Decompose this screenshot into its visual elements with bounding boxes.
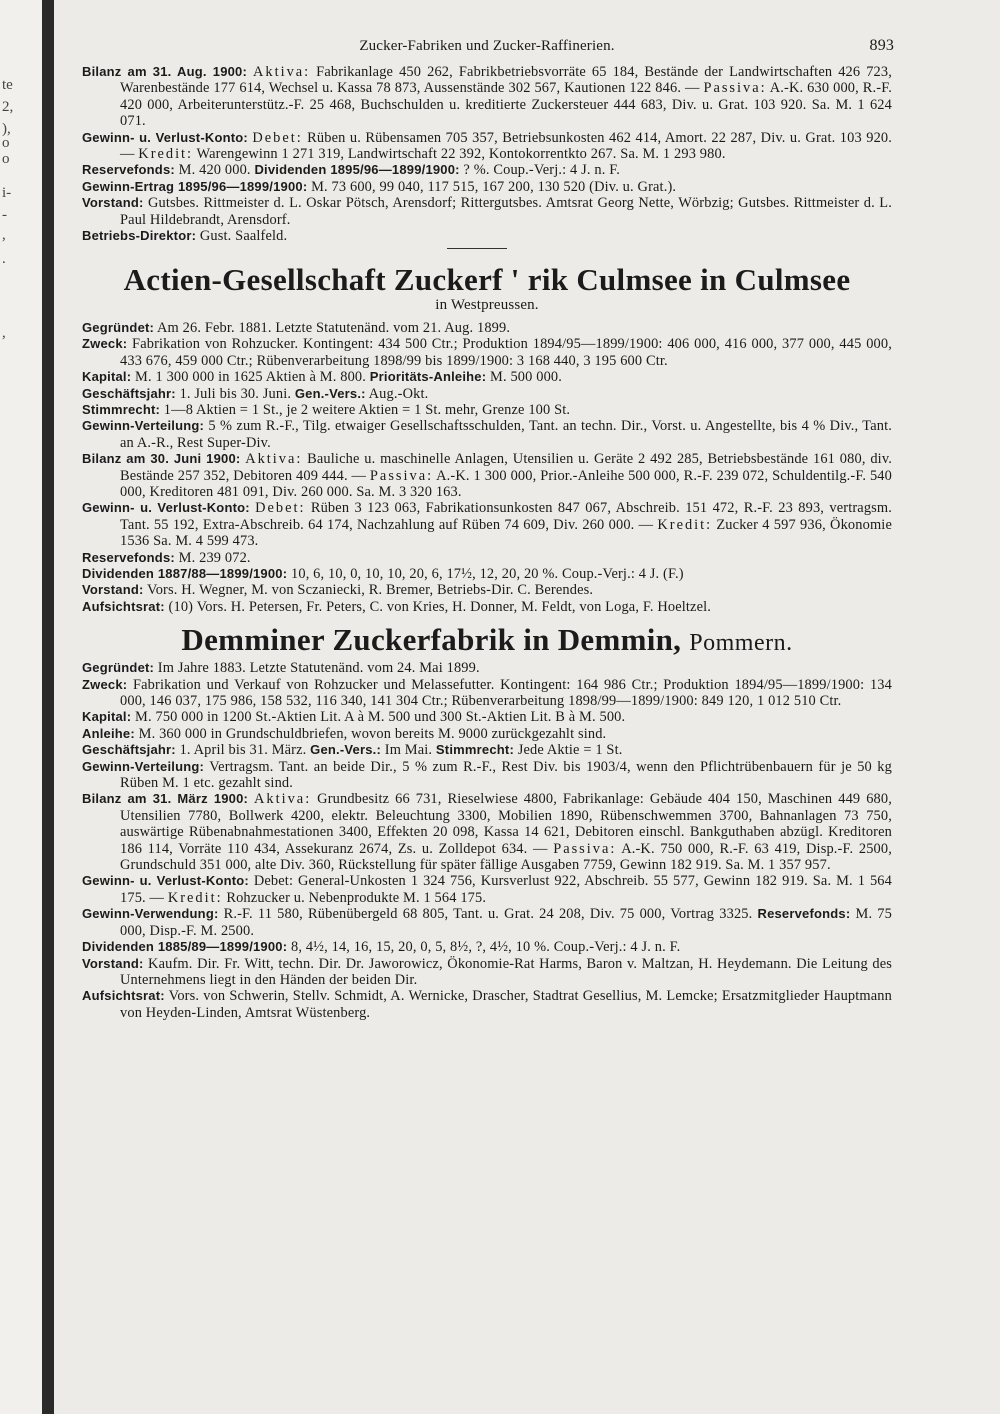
entry xyxy=(82,418,892,451)
entry-key: Dividenden 1887/88—1899/1900: xyxy=(82,565,288,581)
entry-text: M. 500 000. xyxy=(486,369,563,386)
gutter-fragment: ), xyxy=(2,121,11,137)
entry-key: Vorstand: xyxy=(82,582,144,598)
entry xyxy=(82,369,892,385)
entry-text: M. 360 000 in Grundschuldbriefen, wovon bereits M. 9000 zurückgezahlt sind. xyxy=(134,725,607,742)
entry xyxy=(82,320,892,336)
entry xyxy=(82,906,892,939)
company-title-demmin xyxy=(82,623,892,660)
entry-key: Gewinn-Verteilung: xyxy=(82,418,205,434)
entry-key: Bilanz am 31. März 1900: xyxy=(82,791,249,807)
gutter-fragment: , xyxy=(2,325,6,341)
entry-text: Aug.-Okt. xyxy=(365,385,429,402)
binding-spine xyxy=(42,0,54,1414)
inline-key: Stimmrecht: xyxy=(435,742,514,758)
section-divider xyxy=(447,248,507,249)
spaced-label: Kredit: xyxy=(138,146,194,163)
entry-text: Gust. Saalfeld. xyxy=(196,228,288,245)
entry-text: Kaufm. Dir. Fr. Witt, techn. Dir. Dr. Jaworowicz, Ökonomie-Rat Harms, Baron v. Maltzan, H. Heydemann. Die Leitung des Unternehmens liegt in den Händen der beiden Dir. xyxy=(120,955,892,988)
entry-key: Bilanz am 30. Juni 1900: xyxy=(82,451,241,467)
entry-text: M. 75 000, Disp.-F. M. 2500. xyxy=(120,906,892,939)
entry-text: Warengewinn 1 271 319, Landwirtschaft 22 392, Kontokorrentkto 267. Sa. M. 1 293 980. xyxy=(193,146,726,163)
spaced-label: Aktiva: xyxy=(253,64,311,80)
entry-text: Rohzucker u. Nebenprodukte M. 1 564 175. xyxy=(222,889,487,906)
entry-key: Zweck: xyxy=(82,676,128,692)
gutter-fragment: o xyxy=(2,151,10,167)
entry xyxy=(82,873,892,906)
entry-key: Reservefonds: xyxy=(82,162,175,178)
entry-key: Aufsichtsrat: xyxy=(82,598,165,614)
spaced-label: Debet: xyxy=(255,500,306,517)
spaced-label: Kredit: xyxy=(657,516,713,533)
entry xyxy=(82,130,892,163)
entry-text: Fabrikation von Rohzucker. Kontingent: 434 500 Ctr.; Produktion 1894/95—1899/1900: 406 000, 416 000, 377 000, 445 000, 433 676, 459 000 Ctr.; Rübenverarbeitung 1898/99 bis 1899/1900: 3 168 440, 3 195 600 Ctr. xyxy=(120,336,892,369)
entry-key: Kapital: xyxy=(82,369,132,385)
entry-key: Vorstand: xyxy=(82,195,144,211)
entry-key: Gewinn- u. Verlust-Konto: xyxy=(82,873,249,889)
entry-text: Vors. von Schwerin, Stellv. Schmidt, A. Wernicke, Drascher, Stadtrat Gesellius, M. Lemcke; Ersatzmitglieder Hauptmann von Heyden-Linden, Amtsrat Wüstenberg. xyxy=(120,988,892,1021)
entry xyxy=(82,386,892,402)
entry-key: Kapital: xyxy=(82,709,132,725)
entry-key: Gewinn-Verteilung: xyxy=(82,758,205,774)
entry xyxy=(82,939,892,955)
entry-key: Bilanz am 31. Aug. 1900: xyxy=(82,64,248,79)
entry-text: M. 420 000. xyxy=(174,162,255,179)
entry-text: Fabrikanlage 450 262, Fabrikbetriebsvorräte 65 184, Bestände der Landwirtschaften 426 723, Warenbestände 177 614, Wechsel u. Kassa 78 873, Aussenstände 302 567, Kautionen 122 846. — xyxy=(120,64,893,97)
entry-text: Am 26. Febr. 1881. Letzte Statutenänd. vom 21. Aug. 1899. xyxy=(154,319,511,336)
entry-text: M. 239 072. xyxy=(174,549,251,566)
gutter-fragment: - xyxy=(2,207,7,223)
running-head-title: Zucker-Fabriken und Zucker-Raffinerien. xyxy=(359,38,615,54)
entry-text: Grundbesitz 66 731, Rieselwiese 4800, Fabrikanlage: Gebäude 404 150, Maschinen 449 680, Utensilien 7780, Bollwerk 4200, elektr. Beleuchtung 3300, Mobilien 1890, Rübenschwemmen 3700, Bahnanlagen 73 750, auswärtige Rübenabnahmestationen 3400, Effekten 20 098, Kassa 14 621, Debitoren einschl. Bankguthaben abzügl. Kreditoren 186 114, Vorräte 110 434, Assekuranz 2674, Zs. u. Zolldepot 634. — xyxy=(120,791,892,857)
entry xyxy=(82,791,892,873)
entry-key: Stimmrecht: xyxy=(82,401,161,417)
gutter-fragment: o xyxy=(2,135,10,151)
running-head xyxy=(82,38,892,64)
entry xyxy=(82,550,892,566)
entry-text: 1. Juli bis 30. Juni. xyxy=(175,385,295,402)
entry-text: R.-F. 11 580, Rübenübergeld 68 805, Tant. u. Grat. 24 208, Div. 75 000, Vortrag 3325. xyxy=(218,906,758,923)
entry xyxy=(82,677,892,710)
entry-text: 10, 6, 10, 0, 10, 10, 20, 6, 17½, 12, 20, 20 %. Coup.-Verj.: 4 J. (F.) xyxy=(287,565,684,582)
spaced-label: Debet: xyxy=(252,129,303,146)
entry xyxy=(82,162,892,178)
spaced-label: Kredit: xyxy=(167,889,223,906)
entry-text: ? %. Coup.-Verj.: 4 J. n. F. xyxy=(459,162,620,179)
spaced-label: Aktiva: xyxy=(254,791,312,808)
entry-text: Vors. H. Wegner, M. von Sczaniecki, R. Bremer, Betriebs-Dir. C. Berendes. xyxy=(143,582,594,599)
entry xyxy=(82,726,892,742)
inline-key: Gen.-Vers.: xyxy=(294,385,366,401)
entry-key: Dividenden 1885/89—1899/1900: xyxy=(82,939,288,955)
entry-text: 5 % zum R.-F., Tilg. etwaiger Gesellschaftsschulden, Tant. an techn. Dir., Vorst. u. Angestellte, bis 4 % Div., Tant. an A.-R., Rest Super-Div. xyxy=(120,418,892,451)
gutter-fragment: i- xyxy=(2,185,12,201)
entry-key: Gewinn-Verwendung: xyxy=(82,906,219,922)
entry xyxy=(82,709,892,725)
entry-key: Vorstand: xyxy=(82,955,144,971)
entry-text: (10) Vors. H. Petersen, Fr. Peters, C. von Kries, H. Donner, M. Feldt, von Loga, F. Hoeltzel. xyxy=(164,598,712,615)
gutter-fragment: te xyxy=(2,77,13,93)
inline-key: Reservefonds: xyxy=(757,906,851,922)
entry-text: Rüben 3 123 063, Fabrikationsunkosten 847 067, Abschreib. 151 472, R.-F. 23 893, vertragsm. Tant. 55 192, Extra-Abschreib. 64 174, Nachzahlung auf Rüben 74 609, Div. 260 000. — xyxy=(120,500,893,533)
company-entries-demmin xyxy=(82,660,892,1021)
entry-key: Geschäftsjahr: xyxy=(82,742,176,758)
entry xyxy=(82,500,892,549)
gutter-fragment: 2, xyxy=(2,99,14,115)
spaced-label: Passiva: xyxy=(703,80,767,97)
entry-text: Im Mai. xyxy=(381,742,436,759)
page-number: 893 xyxy=(869,37,894,54)
spaced-label: Aktiva: xyxy=(245,451,303,468)
entry-text: Im Jahre 1883. Letzte Statutenänd. vom 24. Mai 1899. xyxy=(154,660,480,677)
book-page xyxy=(82,38,892,1021)
entry-key: Gegründet: xyxy=(82,660,155,676)
entry-text: Bauliche u. maschinelle Anlagen, Utensilien u. Geräte 2 492 285, Betriebsbestände 161 080, div. Bestände 257 352, Debitoren 409 444. — xyxy=(120,451,892,484)
entry-key: Gewinn- u. Verlust-Konto: xyxy=(82,129,248,145)
entry-text: A.-K. 630 000, R.-F. 420 000, Arbeiterunterstütz.-F. 25 468, Buchschulden u. kreditierte Zuckersteuer 444 683, Div. u. Grat. 103 920. Sa. M. 1 624 071. xyxy=(120,80,892,130)
entry xyxy=(82,582,892,598)
entry-key: Gegründet: xyxy=(82,319,155,335)
spaced-label: Passiva: xyxy=(553,840,617,857)
entry-text: A.-K. 1 300 000, Prior.-Anleihe 500 000, R.-F. 239 072, Schuldentilg.-F. 540 000, Kreditoren 481 091, Div. 260 000. Sa. M. 3 320 163. xyxy=(120,467,892,500)
entry-key: Anleihe: xyxy=(82,725,135,741)
gutter-fragment: . xyxy=(2,251,6,267)
entry xyxy=(82,599,892,615)
company-title-culmsee: Actien-Gesellschaft Zuckerf ' rik Culmsee in Culmsee xyxy=(123,262,851,298)
entry-text: M. 1 300 000 in 1625 Aktien à M. 800. xyxy=(131,369,370,386)
entry-key: Gewinn-Ertrag 1895/96—1899/1900: xyxy=(82,178,308,194)
entry-text: Gutsbes. Rittmeister d. L. Oskar Pötsch, Arensdorf; Rittergutsbes. Amtsrat Georg Nette, Wörbzig; Gutsbes. Rittmeister d. L. Paul Hildebrandt, Arensdorf. xyxy=(120,195,892,228)
company-location-culmsee: in Westpreussen. xyxy=(435,297,539,314)
entry-text: M. 750 000 in 1200 St.-Aktien Lit. A à M. 500 und 300 St.-Aktien Lit. B à M. 500. xyxy=(131,709,626,726)
entry-key: Betriebs-Direktor: xyxy=(82,228,197,244)
entry-text: 1. April bis 31. März. xyxy=(175,742,311,759)
entry xyxy=(82,742,892,758)
entry xyxy=(82,451,892,500)
entry xyxy=(82,566,892,582)
prev-company-entries xyxy=(82,64,892,244)
entry xyxy=(82,660,892,676)
entry xyxy=(82,336,892,369)
entry-text: Debet: General-Unkosten 1 324 756, Kursverlust 922, Abschreib. 55 577, Gewinn 182 919. Sa. M. 1 564 175. — xyxy=(120,873,892,906)
inline-key: Gen.-Vers.: xyxy=(310,742,381,758)
entry-key: Gewinn- u. Verlust-Konto: xyxy=(82,500,250,516)
entry xyxy=(82,402,892,418)
inline-key: Dividenden 1895/96—1899/1900: xyxy=(254,162,460,178)
company-entries-culmsee xyxy=(82,320,892,615)
entry-text: A.-K. 750 000, R.-F. 63 419, Disp.-F. 2500, Grundschuld 351 000, alte Div. 360, Rückstellung für später fällige Ausgaben 7759, Gewinn 182 919. Sa. M. 1 357 957. xyxy=(120,840,892,874)
entry xyxy=(82,64,892,130)
entry-text: 1—8 Aktien = 1 St., je 2 weitere Aktien = 1 St. mehr, Grenze 100 St. xyxy=(160,401,571,418)
gutter-fragment: , xyxy=(2,227,6,243)
entry xyxy=(82,759,892,792)
entry-text: Zucker 4 597 936, Ökonomie 1536 Sa. M. 4 599 473. xyxy=(120,516,892,550)
entry-text: Fabrikation und Verkauf von Rohzucker und Melassefutter. Kontingent: 164 986 Ctr.; Produktion 1894/95—1899/1900: 134 000, 146 037, 175 986, 158 532, 116 340, 141 304 Ctr.; Rübenverarbeitung 1898/99—1899/1900: 849 120, 1 012 510 Ctr. xyxy=(120,676,892,709)
entry-key: Geschäftsjahr: xyxy=(82,385,176,401)
company-title-demmin-region: Pommern. xyxy=(689,630,793,657)
entry-text: Vertragsm. Tant. an beide Dir., 5 % zum R.-F., Rest Div. bis 1903/4, wenn den Pflichtrübenbauern für je 50 kg Rüben M. 1 etc. gezahlt sind. xyxy=(120,758,892,792)
entry-key: Reservefonds: xyxy=(82,549,175,565)
entry-key: Aufsichtsrat: xyxy=(82,988,165,1004)
entry xyxy=(82,988,892,1021)
entry xyxy=(82,228,892,244)
entry xyxy=(82,195,892,228)
company-title-demmin-main: Demminer Zuckerfabrik in Demmin, xyxy=(181,622,682,658)
left-gutter xyxy=(0,0,42,1414)
entry-key: Zweck: xyxy=(82,336,128,352)
entry-text: M. 73 600, 99 040, 117 515, 167 200, 130 520 (Div. u. Grat.). xyxy=(307,178,677,195)
spaced-label: Passiva: xyxy=(369,467,434,484)
entry-text: 8, 4½, 14, 16, 15, 20, 0, 5, 8½, ?, 4½, 10 %. Coup.-Verj.: 4 J. n. F. xyxy=(287,939,681,956)
inline-key: Prioritäts-Anleihe: xyxy=(369,369,487,385)
entry-text: Jede Aktie = 1 St. xyxy=(513,742,623,759)
entry xyxy=(82,956,892,989)
entry-text: Rüben u. Rübensamen 705 357, Betriebsunkosten 462 414, Amort. 22 287, Div. u. Grat. 103 920. — xyxy=(120,129,893,163)
entry xyxy=(82,179,892,195)
